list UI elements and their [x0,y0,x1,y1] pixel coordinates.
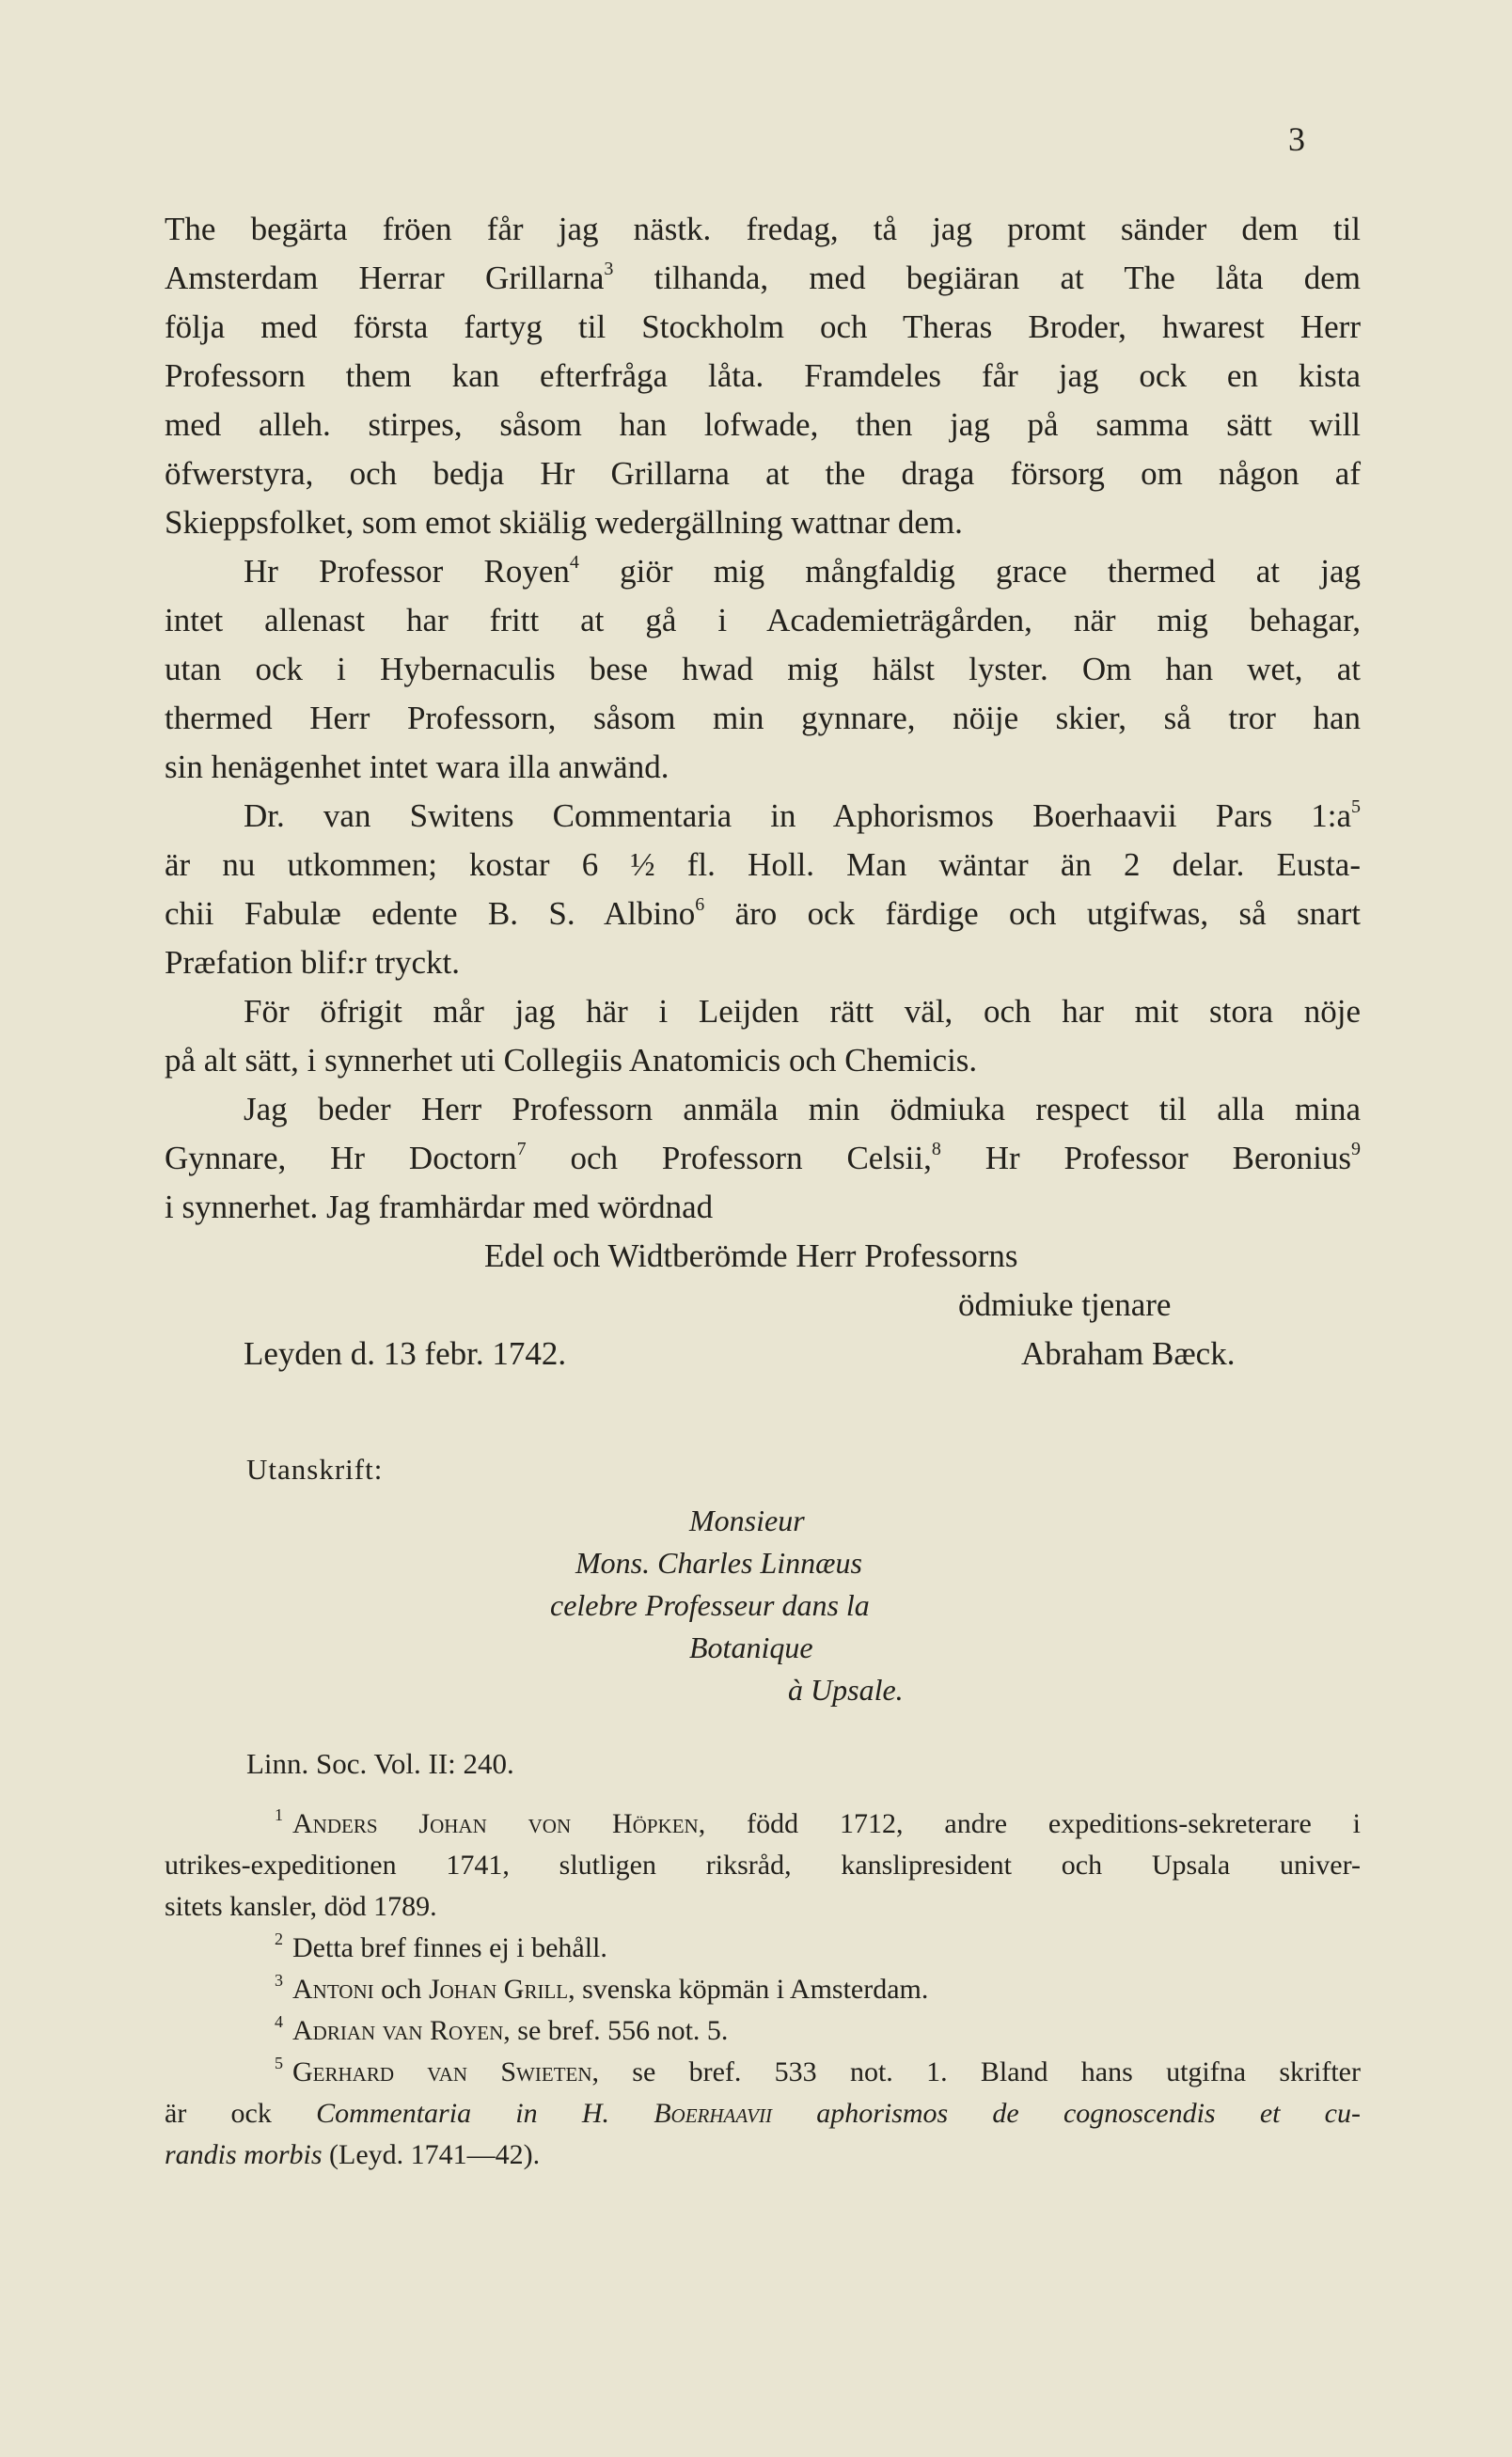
letter-body [165,205,1361,1378]
footnote-ref: 3 [604,259,614,279]
footnote-line: är ock Commentaria in H. Boerhaavii aphorismos de cognoscendis et cu- [165,2098,1361,2129]
footnote-number: 5 [275,2054,283,2073]
page-number: 3 [1288,120,1305,158]
address-block [0,1500,1512,1711]
text-line: Præfation blif:r tryckt. [165,944,460,981]
footnote-line: randis morbis (Leyd. 1741—42). [165,2139,541,2170]
text-line: öfwerstyra, och bedja Hr Grillarna at the draga försorg om någon af [165,455,1361,492]
text-line: thermed Herr Professorn, såsom min gynnare, nöije skier, så tror han [165,700,1361,736]
footnote-number: 3 [275,1971,283,1991]
text-line: Amsterdam Herrar Grillarna$^3$ tilhanda, med begiäran at The låta dem [165,259,1361,296]
footnote-ref: 5 [1351,796,1361,817]
text-line: Hr Professor Royen$^4$ giör mig mångfaldig grace thermed at jag [244,552,1361,590]
text-line: sin henägenhet intet wara illa anwänd. [165,748,669,785]
text-line: Gynnare, Hr Doctorn$^7$ och Professorn Celsii,$^8$ Hr Professor Beronius$^9$ [165,1139,1361,1176]
text-line: Professorn them kan efterfråga låta. Framdeles får jag ock en kista [165,357,1361,394]
text-line: på alt sätt, i synnerhet uti Collegiis Anatomicis och Chemicis. [165,1042,978,1079]
text-line: För öfrigit mår jag här i Leijden rätt väl, och har mit stora nöje [244,993,1361,1030]
place-date: Leyden d. 13 febr. 1742. [244,1335,567,1372]
address-line: celebre Professeur dans la [550,1588,870,1622]
footnote-line: sitets kansler, död 1789. [165,1891,437,1922]
footnote-ref: 9 [1351,1139,1361,1159]
signature: Abraham Bæck. [1021,1335,1236,1372]
text-line: Skieppsfolket, som emot skiälig wedergällning wattnar dem. [165,504,963,541]
text-line: i synnerhet. Jag framhärdar med wördnad [165,1189,714,1225]
text-line: med alleh. stirpes, såsom han lofwade, then jag på samma sätt will [165,406,1361,443]
text-line: chii Fabulæ edente B. S. Albino$^6$ äro ock färdige och utgifwas, så snart [165,894,1362,932]
footnote-line: utrikes-expeditionen 1741, slutligen riksråd, kanslipresident och Upsala univer- [165,1850,1361,1881]
footnote-ref: 8 [931,1139,941,1159]
text-line: utan ock i Hybernaculis bese hwad mig hälst lyster. Om han wet, at [165,651,1361,687]
footnote-ref: 7 [516,1139,527,1159]
address-label: Utanskrift: [246,1453,384,1486]
footnote-number: 2 [275,1929,283,1949]
footnote-number: 1 [275,1805,283,1825]
footnote: $^1$ Anders Johan von Höpken, född 1712, andre expeditions-sekreterare i [275,1805,1361,1839]
footnote: $^4$ Adrian van Royen, se bref. 556 not. 5. [275,2012,729,2046]
footnotes [165,1803,1361,2176]
text-line: Jag beder Herr Professorn anmäla min ödmiuka respect til alla mina [244,1091,1361,1127]
footnote-ref: 4 [569,552,579,573]
address-line: Botanique [689,1630,813,1664]
address-line: Monsieur [689,1504,805,1537]
footnote: $^3$ Antoni och Johan Grill, svenska köpmän i Amsterdam. [275,1971,929,2005]
closing-salutation: Edel och Widtberömde Herr Professorns [484,1237,1018,1274]
footnote: $^2$ Detta bref finnes ej i behåll. [275,1929,607,1963]
closing-servant: ödmiuke tjenare [958,1286,1172,1323]
signature-line [165,1330,1361,1378]
footnote-ref: 6 [695,894,705,915]
source-reference: Linn. Soc. Vol. II: 240. [246,1747,514,1780]
address-line: Mons. Charles Linnæus [575,1546,862,1580]
text-line: intet allenast har fritt at gå i Academieträgården, när mig behagar, [165,602,1361,638]
text-line: Dr. van Switens Commentaria in Aphorismos Boerhaavii Pars $1:a^5$ [244,796,1361,834]
footnote-number: 4 [275,2012,283,2032]
text-line: The begärta fröen får jag nästk. fredag, tå jag promt sänder dem til [165,211,1361,247]
text-line: följa med första fartyg til Stockholm och Theras Broder, hwarest Herr [165,308,1361,345]
footnote: $^5$ Gerhard van Swieten, se bref. 533 not. 1. Bland hans utgifna skrifter [275,2054,1361,2087]
address-line: à Upsale. [788,1673,904,1707]
text-line: är nu utkommen; kostar 6 ½ fl. Holl. Man wäntar än 2 delar. Eusta- [165,846,1361,883]
